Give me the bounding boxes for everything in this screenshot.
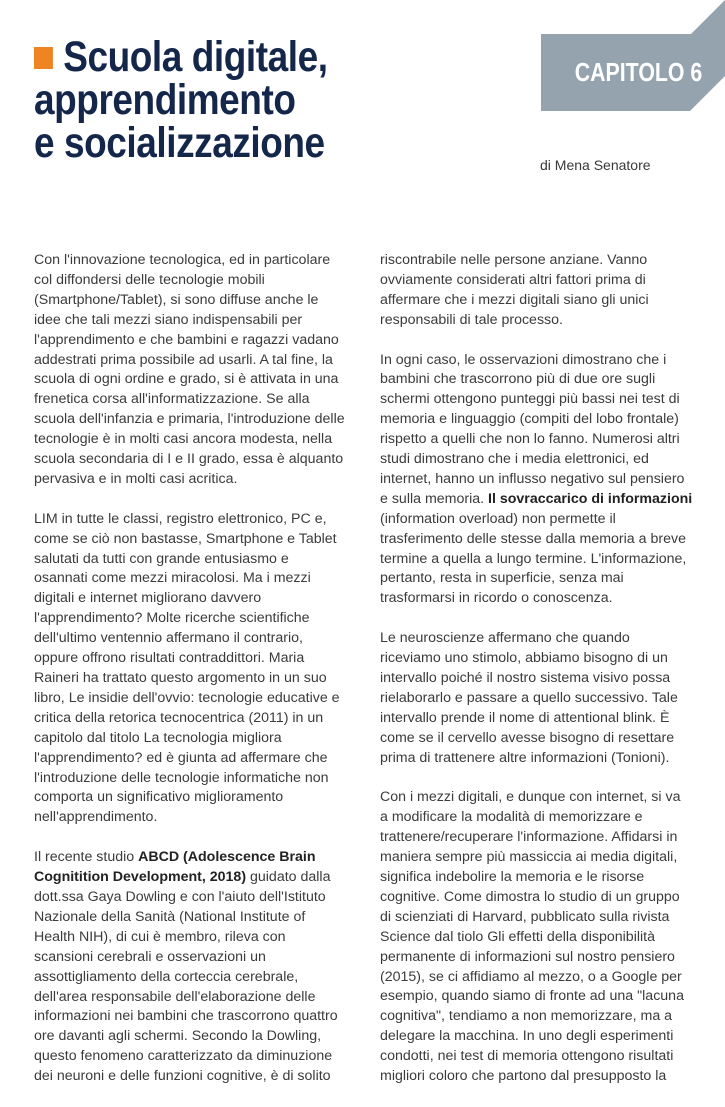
text-line: dott.ssa Gaya Dowling e con l'aiuto dell'Istituto: [34, 888, 326, 905]
text-line: informazioni nei bambini che trascorrono quattro: [34, 1008, 338, 1025]
text-line: schermi ottengono punteggi più bassi nei test di: [380, 391, 680, 408]
text-line: trasferimento delle stesse dalla memoria a breve: [380, 530, 686, 547]
text-line: oppure offrono risultati contraddittori. Maria: [34, 650, 305, 667]
text-line: Le neuroscienze affermano che quando: [380, 630, 630, 647]
text-line: studi dimostrano che i media elettronici, ed: [380, 451, 649, 468]
text-line: di scienziati di Harvard, pubblicato sulla rivista: [380, 908, 670, 925]
text-line: col diffondersi delle tecnologie mobili: [34, 271, 265, 288]
text-line: intervallo prende il nome di attentional blink. È: [380, 709, 670, 726]
paragraph-rest: [34, 888, 350, 1087]
text-line: l'apprendimento e che bambini e ragazzi vadano: [34, 331, 339, 348]
text-line: come se ciò non bastasse, Smartphone e Tablet: [34, 530, 337, 547]
text-line: riscontrabile nelle persone anziane. Vanno: [380, 252, 648, 268]
text-line: internet, hanno un influsso negativo sul pensiero: [380, 470, 685, 487]
text-line: [380, 490, 698, 510]
text-span: e sulla memoria.: [380, 490, 489, 507]
orange-square-icon: [34, 47, 53, 69]
text-line: cognitive. Come dimostra lo studio di un gruppo: [380, 888, 680, 905]
text-line: critica della retorica tecnocentrica (2011) in un: [34, 709, 324, 726]
text-line: frenetica corsa all'informatizzazione. Se alla: [34, 391, 310, 408]
text-line: bambini che trascorrono più di due ore sugli: [380, 371, 656, 388]
text-line: rispetto a quelli che non lo fanno. Numerosi altri: [380, 431, 680, 448]
text-line: riceviamo uno stimolo, abbiamo bisogno di un: [380, 650, 668, 667]
text-line: dell'ultimo ventennio affermano il contrario,: [34, 630, 304, 647]
text-line: Science dal tiolo Gli effetti della disponibilità: [380, 928, 655, 945]
text-line: dei neuroni e delle funzioni cognitive, è di solito: [34, 1068, 331, 1085]
text-line: digitali e internet migliorano davvero: [34, 590, 262, 607]
text-line: maniera sempre più massiccia ai media digitali,: [380, 849, 678, 866]
text-line: (2015), se ci affidiamo al mezzo, o a Google per: [380, 968, 682, 985]
text-line: delegare la macchina. In uno degli esperimenti: [380, 1028, 674, 1045]
text-line: nell'apprendimento.: [34, 809, 158, 826]
text-line: addestrati prima possibile ad usarli. A tal fine, la: [34, 351, 333, 368]
text-line: rielaborarlo e passare a quello successivo. Tale: [380, 689, 678, 706]
chapter-banner: [541, 0, 725, 112]
text-line: trattenere/recuperare l'informazione. Affidarsi in: [380, 829, 678, 846]
text-line: affermare che i mezzi digitali siano gli unici: [380, 291, 649, 308]
text-line: l'apprendimento? Molte ricerche scientifiche: [34, 610, 310, 627]
text-line: tecnologie è in molti casi ancora modesta, nella: [34, 431, 333, 448]
study-name-bold: Cognitition Development, 2018): [34, 869, 247, 886]
text-line: comporta un significativo miglioramento: [34, 789, 284, 806]
text-line: osannati come mezzi miracolosi. Ma i mezzi: [34, 570, 311, 587]
text-line: questo fenomeno caratterizzato da diminuzione: [34, 1048, 333, 1065]
chapter-label: [541, 34, 725, 111]
text-line: Health NIH), di cui è membro, rileva con: [34, 928, 286, 945]
text-line: (information overload) non permette il: [380, 510, 616, 527]
text-line: scansioni cerebrali e osservazioni un: [34, 948, 266, 965]
chapter-title: [34, 33, 328, 167]
paragraph: [380, 629, 698, 768]
text-line: idee che tali mezzi siano indispensabili per: [34, 311, 303, 328]
text-line: Con i mezzi digitali, e dunque con internet, si va: [380, 789, 681, 806]
text-line: a modificare la modalità di memorizzare e: [380, 809, 643, 826]
paragraph: [380, 251, 698, 331]
right-column: [380, 251, 698, 1107]
text-line: condotti, nei test di memoria ottengono risultati: [380, 1048, 674, 1065]
text-line: Con l'innovazione tecnologica, ed in particolare: [34, 252, 331, 268]
text-line: prima di trattenere altre informazioni (Tonioni).: [380, 749, 670, 766]
paragraph: [380, 788, 698, 1087]
paragraph: [34, 848, 350, 1087]
text-line: libro, Le insidie dell'ovvio: tecnologie educative e: [34, 689, 340, 706]
text-line: dell'area responsabile dell'elaborazione delle: [34, 988, 316, 1005]
text-line: salutati da tutti con grande entusiasmo e: [34, 550, 289, 567]
text-line: [34, 848, 350, 868]
text-line: trasformarsi in ricordo o conoscenza.: [380, 590, 613, 607]
text-line: Nazionale della Sanità (National Institute of: [34, 908, 306, 925]
text-line: pervasiva e in molti casi acritica.: [34, 470, 238, 487]
author-byline: di Mena Senatore: [540, 157, 651, 173]
chapter-label-text: CAPITOLO 6: [574, 57, 703, 87]
text-line: Raineri ha trattato questo argomento in un suo: [34, 670, 327, 687]
text-line: cognitiva", tendiamo a non memorizzare, ma a: [380, 1008, 673, 1025]
paragraph-end: [380, 510, 698, 610]
text-line: (Smartphone/Tablet), si sono diffuse anche le: [34, 291, 319, 308]
paragraph: [34, 510, 350, 829]
text-line: termine a quella a lungo termine. L'informazione,: [380, 550, 687, 567]
text-line: scuola di ogni ordine e grado, si è attivata in una: [34, 371, 339, 388]
text-line: migliori coloro che partono dal presupposto la: [380, 1068, 667, 1085]
text-line: responsabili di tale processo.: [380, 311, 563, 328]
text-line: memoria e linguaggio (compiti del lobo frontale): [380, 411, 679, 428]
text-line: scuola secondaria di I e II grado, essa è alquanto: [34, 451, 344, 468]
title-line-1: [34, 33, 328, 81]
paragraph-start: [380, 351, 698, 490]
text-line: come se il cervello avesse bisogno di resettare: [380, 729, 675, 746]
text-span: Il recente studio: [34, 849, 139, 866]
text-line: ore davanti agli schermi. Secondo la Dowling,: [34, 1028, 322, 1045]
title-line-2: apprendimento: [34, 76, 296, 124]
highlight-bold: Il sovraccarico di informazioni: [488, 490, 693, 507]
text-line: pertanto, resta in superficie, senza mai: [380, 570, 624, 587]
text-line: significa indebolire la memoria e le risorse: [380, 869, 645, 886]
text-line: permanente di informazioni sul nostro pensiero: [380, 948, 675, 965]
text-line: capitolo dal titolo La tecnologia migliora: [34, 729, 282, 746]
text-line: In ogni caso, le osservazioni dimostrano che i: [380, 351, 667, 368]
left-column: [34, 251, 350, 1107]
text-line: assottigliamento della corteccia cerebrale,: [34, 968, 299, 985]
study-name-bold: ABCD (Adolescence Brain: [138, 849, 316, 866]
text-line: esempio, quando siamo di fronte ad una "lacuna: [380, 988, 684, 1005]
text-line: intervallo poiché il nostro sistema visivo possa: [380, 670, 671, 686]
title-text-1: Scuola digitale,: [63, 33, 328, 81]
text-line: scuola dell'infanzia e primaria, l'introduzione delle: [34, 411, 345, 428]
paragraph: [34, 251, 350, 490]
text-line: [34, 868, 350, 888]
text-span: guidato dalla: [246, 869, 331, 886]
text-line: l'apprendimento? ed è giunta ad affermare che: [34, 749, 328, 766]
text-line: ovviamente considerati altri fattori prima di: [380, 271, 646, 288]
title-line-3: e socializzazione: [34, 119, 325, 167]
text-line: LIM in tutte le classi, registro elettronico, PC e,: [34, 510, 327, 527]
paragraph: [380, 351, 698, 610]
text-line: l'introduzione delle tecnologie informatiche non: [34, 769, 329, 786]
